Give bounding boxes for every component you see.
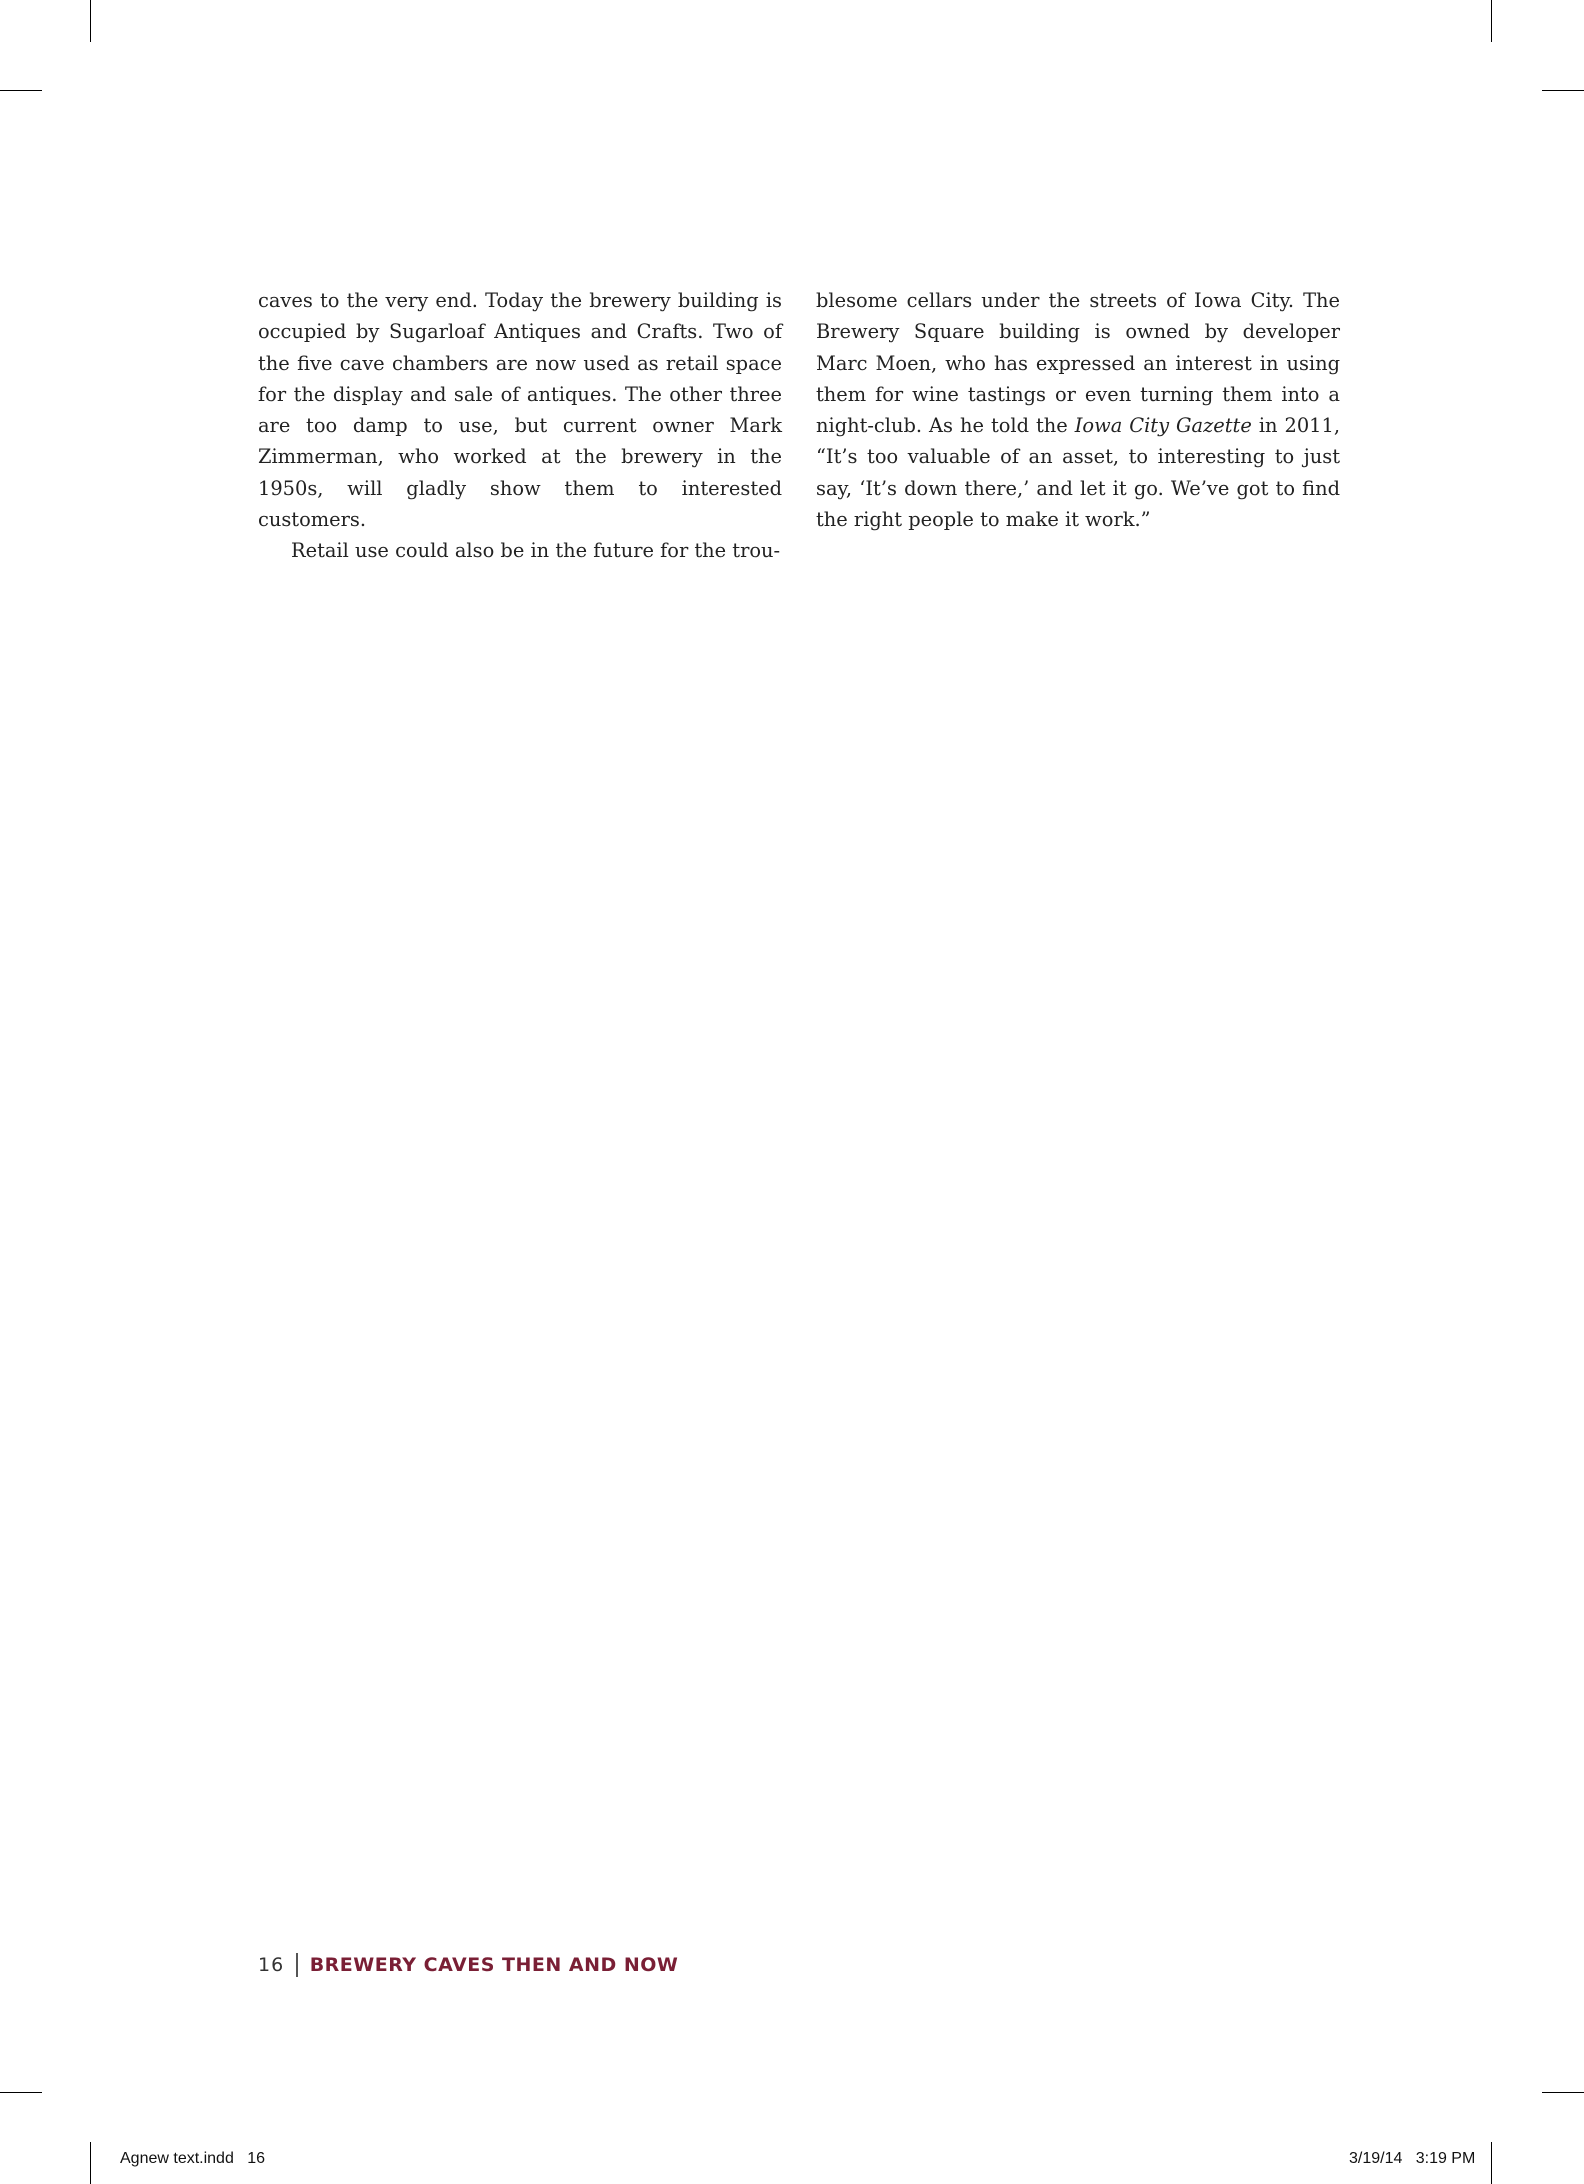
running-head: BREWERY CAVES THEN AND NOW	[309, 1954, 679, 1976]
slug-datetime: 3/19/14 3:19 PM	[1349, 2150, 1476, 2167]
paragraph	[816, 285, 1340, 535]
page-number: 16	[258, 1954, 285, 1976]
text-column-left	[258, 285, 782, 567]
page-footer	[258, 1950, 678, 1980]
newspaper-title: Iowa City Gazette	[1074, 414, 1252, 438]
crop-mark-bottom-left	[90, 2142, 91, 2184]
crop-mark-bottom-right	[1491, 2142, 1492, 2184]
crop-mark-top-right	[1491, 0, 1492, 42]
paragraph: caves to the very end. Today the brewery building is occupied by Sugarloaf Antiques and Crafts. Two of the five cave chambers are now used as retail space for the display and sale of antiques. The other three are too damp to use, but current owner Mark Zimmerman, who worked at the brewery in the 1950s, will gladly show them to interested customers.	[258, 289, 782, 532]
crop-mark-right-top	[1542, 90, 1584, 91]
crop-mark-right-bottom	[1542, 2092, 1584, 2093]
text-column-right	[816, 285, 1340, 535]
paragraph-text: blesome cellars under the streets of Iowa City. The Brewery Square building is owned by developer Marc Moen, who has expressed an interest in using them for wine tastings or even turning them into a night-club. As he told the	[816, 289, 1340, 438]
paragraph: Retail use could also be in the future for the trou-	[291, 539, 781, 563]
crop-mark-top-left	[90, 0, 91, 42]
slug-filename: Agnew text.indd 16	[120, 2150, 265, 2167]
paragraph-text: in 2011, “It’s too valuable of an asset, to interesting to just say, ‘It’s down there,’ and let it go. We’ve got to find the right people to make it work.”	[816, 414, 1341, 532]
footer-separator	[296, 1953, 298, 1977]
crop-mark-left-top	[0, 90, 42, 91]
crop-mark-left-bottom	[0, 2092, 42, 2093]
